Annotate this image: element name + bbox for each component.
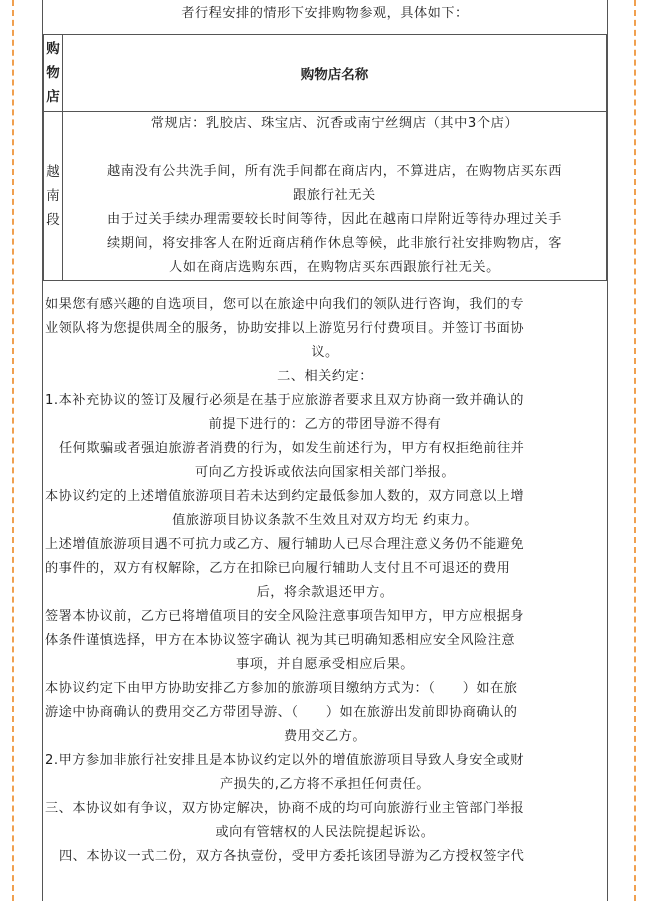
clause-line: 费用交乙方。 [283, 729, 367, 744]
shop-note-line: 跟旅行社无关 [293, 188, 376, 203]
shop-name-header: 购物店名称 [63, 35, 607, 112]
clause-line: 议。 [311, 345, 339, 360]
clause-line: 2.甲方参加非旅行社安排且是本协议约定以外的增值旅游项目导致人身安全或财 [45, 753, 524, 768]
contract-body [42, 0, 608, 901]
shop-note-line: 由于过关手续办理需要较长时间等待，因此在越南口岸附近等待办理过关手 [107, 212, 562, 227]
clause-line: 签署本协议前，乙方已将增值项目的安全风险注意事项告知甲方，甲方应根据身 [45, 609, 525, 624]
clause-line: 值旅游项目协议条款不生效且对双方均无 约束力。 [172, 513, 478, 528]
clause-line: 本协议约定下由甲方协助安排乙方参加的旅游项目缴纳方式为：（ ）如在旅 [45, 681, 518, 696]
left-dashed-border [12, 0, 14, 901]
shop-note-line: 续期间，将安排客人在附近商店稍作休息等候，此非旅行社安排购物店，客 [107, 236, 562, 251]
clause-line: 的事件的，双方有权解除，乙方在扣除已向履行辅助人支付且不可退还的费用 [45, 561, 511, 576]
agreement-clauses [43, 293, 607, 869]
intro-section [43, 0, 607, 33]
clause-line: 如果您有感兴趣的自选项目，您可以在旅途中向我们的领队进行咨询，我们的专 [45, 297, 525, 312]
clause-line: 任何欺骗或者强迫旅游者消费的行为，如发生前述行为，甲方有权拒绝前往并 [59, 441, 525, 456]
spacer [67, 136, 602, 160]
clause-line: 产损失的,乙方将不承担任何责任。 [219, 777, 430, 792]
clause-line: 可向乙方投诉或依法向国家相关部门举报。 [194, 465, 456, 480]
vietnam-section-label: 越 南 段 [44, 112, 63, 281]
shop-note-line: 人如在商店选购东西，在购物店买东西跟旅行社无关。 [169, 260, 500, 275]
clause-line: 或向有管辖权的人民法院提起诉讼。 [215, 825, 435, 840]
clause-line: 1.本补充协议的签订及履行必须是在基于应旅游者要求且双方协商一致并确认的 [45, 393, 524, 408]
clause-line: 上述增值旅游项目遇不可抗力或乙方、履行辅助人已尽合理注意义务仍不能避免 [45, 537, 525, 552]
intro-text: 者行程安排的情形下安排购物参观，具体如下： [181, 6, 469, 21]
clause-line: 游途中协商确认的费用交乙方带团导游、（ ）如在旅游出发前即协商确认的 [45, 705, 518, 720]
clause-line: 体条件谨慎选择，甲方在本协议签字确认 视为其已明确知悉相应安全风险注意 [45, 633, 516, 648]
clause-line: 后，将余款退还甲方。 [256, 585, 394, 600]
clause-line: 本协议约定的上述增值旅游项目若未达到约定最低参加人数的，双方同意以上增 [45, 489, 525, 504]
clause-line: 四、本协议一式二份，双方各执壹份，受甲方委托该团导游为乙方授权签字代 [59, 849, 525, 864]
regular-shops: 常规店：乳胶店、珠宝店、沉香或南宁丝绸店（其中3个店） [150, 116, 519, 131]
table-header-row [44, 35, 607, 112]
clause-line: 前提下进行的：乙方的带团导游不得有 [208, 417, 442, 432]
right-dashed-border [634, 0, 636, 901]
clause-line: 事项，并自愿承受相应后果。 [236, 657, 414, 672]
vietnam-shop-details [63, 112, 607, 281]
vietnam-section-row [44, 112, 607, 281]
clause-line: 二、相关约定： [277, 369, 373, 384]
clause-line: 三、本协议如有争议，双方协定解决，协商不成的均可向旅游行业主管部门举报 [45, 801, 525, 816]
shop-column-header: 购 物 店 [44, 35, 63, 112]
shop-note-line: 越南没有公共洗手间，所有洗手间都在商店内，不算进店，在购物店买东西 [107, 164, 562, 179]
clause-line: 业领队将为您提供周全的服务，协助安排以上游览另行付费项目。并签订书面协 [45, 321, 525, 336]
shopping-table [43, 34, 607, 281]
